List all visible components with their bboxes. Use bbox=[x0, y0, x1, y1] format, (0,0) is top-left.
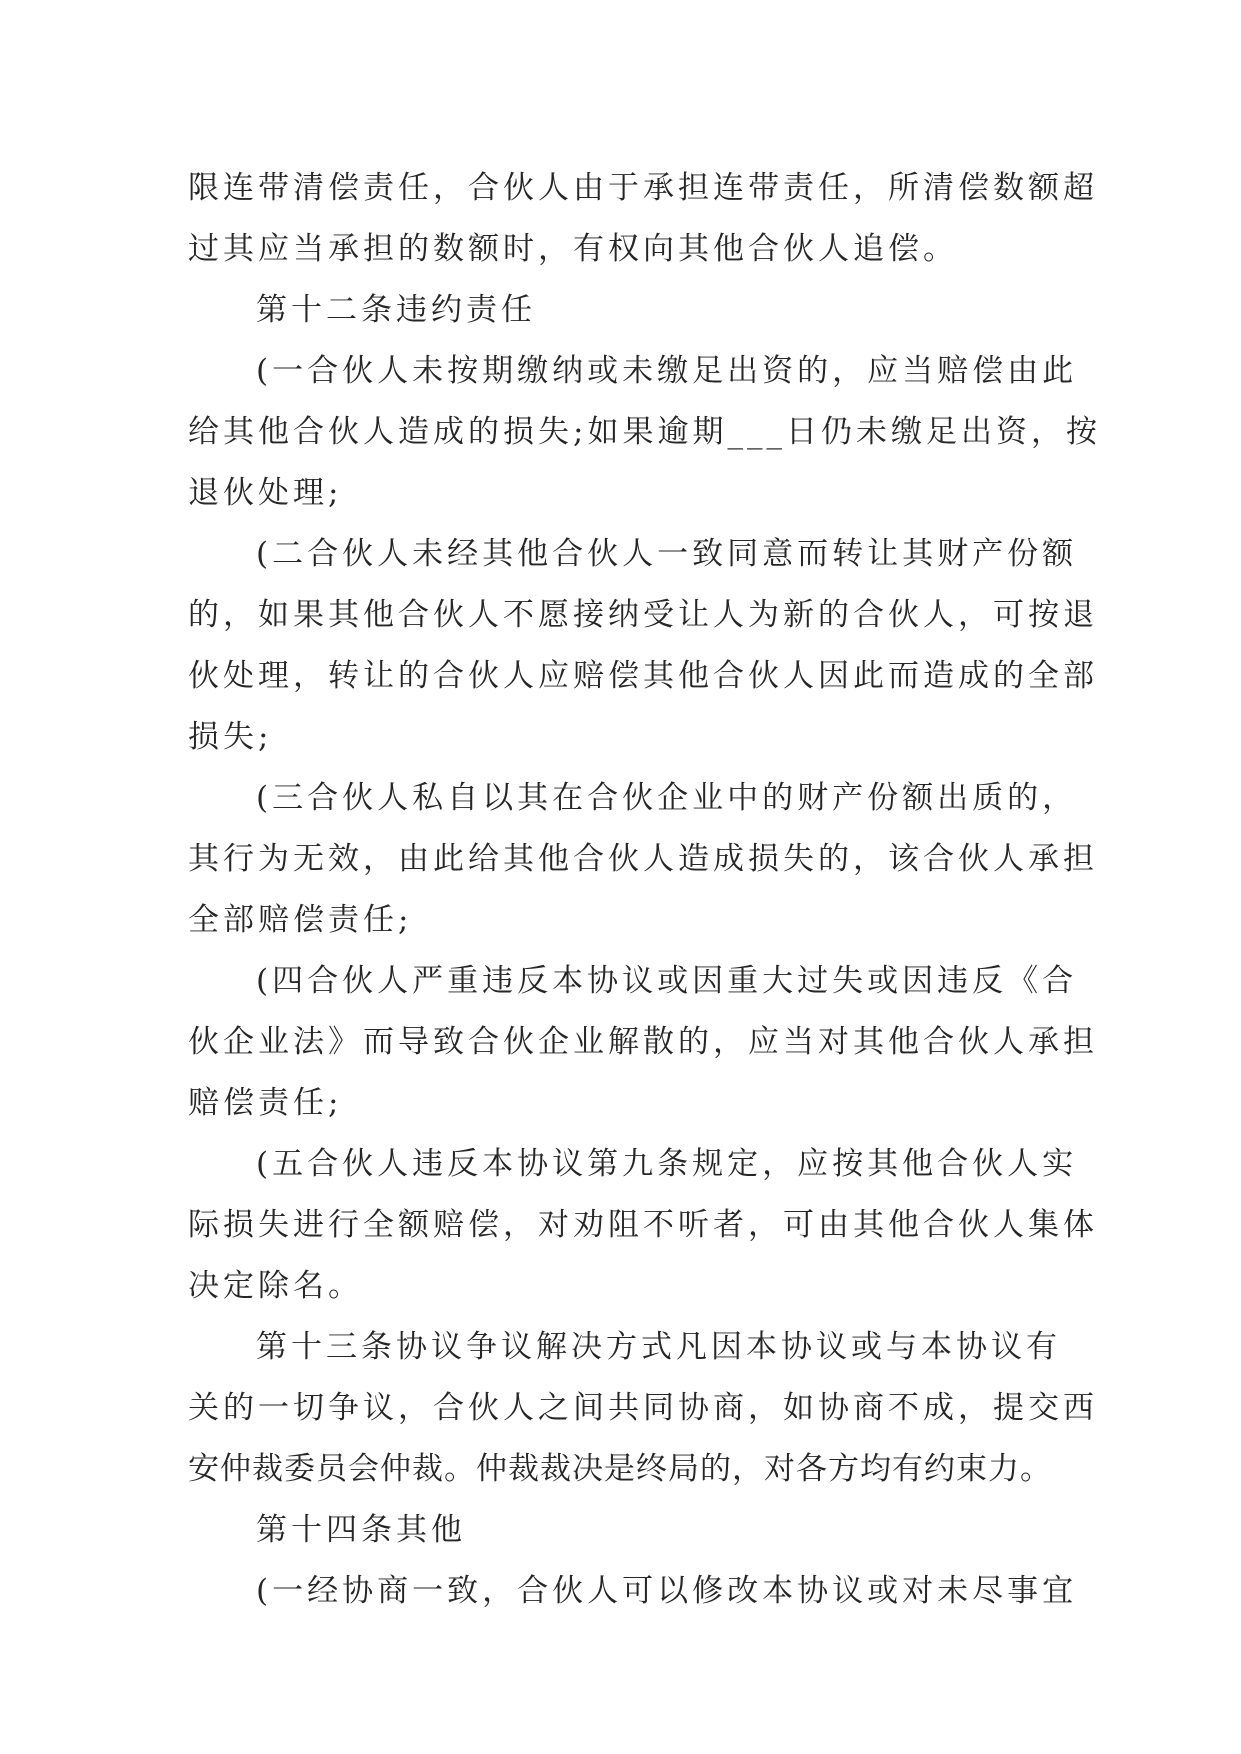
clause-text-line: 其行为无效，由此给其他合伙人造成损失的，该合伙人承担 bbox=[188, 841, 1098, 877]
document-body bbox=[188, 158, 1101, 1622]
body-text-line: 过其应当承担的数额时，有权向其他合伙人追偿。 bbox=[188, 231, 958, 267]
article-heading: 第十四条其他 bbox=[256, 1512, 466, 1548]
body-text-line: 限连带清偿责任，合伙人由于承担连带责任，所清偿数额超 bbox=[188, 170, 1098, 206]
clause-text-line: 决定除名。 bbox=[188, 1268, 363, 1304]
clause-text-line: 退伙处理; bbox=[188, 475, 343, 511]
article-heading: 第十二条违约责任 bbox=[256, 292, 536, 328]
clause-text-line: (四合伙人严重违反本协议或因重大过失或因违反《合 bbox=[256, 963, 1078, 999]
clause-text-line: 损失; bbox=[188, 719, 273, 755]
clause-text-line: 伙处理，转让的合伙人应赔偿其他合伙人因此而造成的全部 bbox=[188, 658, 1098, 694]
clause-text-line: 的，如果其他合伙人不愿接纳受让人为新的合伙人，可按退 bbox=[188, 597, 1098, 633]
clause-text-line: (三合伙人私自以其在合伙企业中的财产份额出质的， bbox=[256, 780, 1078, 816]
clause-text-line: 伙企业法》而导致合伙企业解散的，应当对其他合伙人承担 bbox=[188, 1024, 1098, 1060]
clause-text-line: 给其他合伙人造成的损失;如果逾期___日仍未缴足出资，按 bbox=[188, 414, 1101, 450]
clause-text-line: (二合伙人未经其他合伙人一致同意而转让其财产份额 bbox=[256, 536, 1078, 572]
article-text-line: 安仲裁委员会仲裁。仲裁裁决是终局的，对各方均有约束力。 bbox=[188, 1451, 1052, 1487]
clause-text-line: 全部赔偿责任; bbox=[188, 902, 413, 938]
clause-text-line: 际损失进行全额赔偿，对劝阻不听者，可由其他合伙人集体 bbox=[188, 1207, 1098, 1243]
article-text-line: 第十三条协议争议解决方式凡因本协议或与本协议有 bbox=[256, 1329, 1061, 1365]
clause-text-line: 赔偿责任; bbox=[188, 1085, 343, 1121]
clause-text-line: (五合伙人违反本协议第九条规定，应按其他合伙人实 bbox=[256, 1146, 1078, 1182]
article-text-line: 关的一切争议，合伙人之间共同协商，如协商不成，提交西 bbox=[188, 1390, 1098, 1426]
clause-text-line: (一经协商一致，合伙人可以修改本协议或对未尽事宜 bbox=[256, 1573, 1078, 1609]
clause-text-line: (一合伙人未按期缴纳或未缴足出资的，应当赔偿由此 bbox=[256, 353, 1078, 389]
